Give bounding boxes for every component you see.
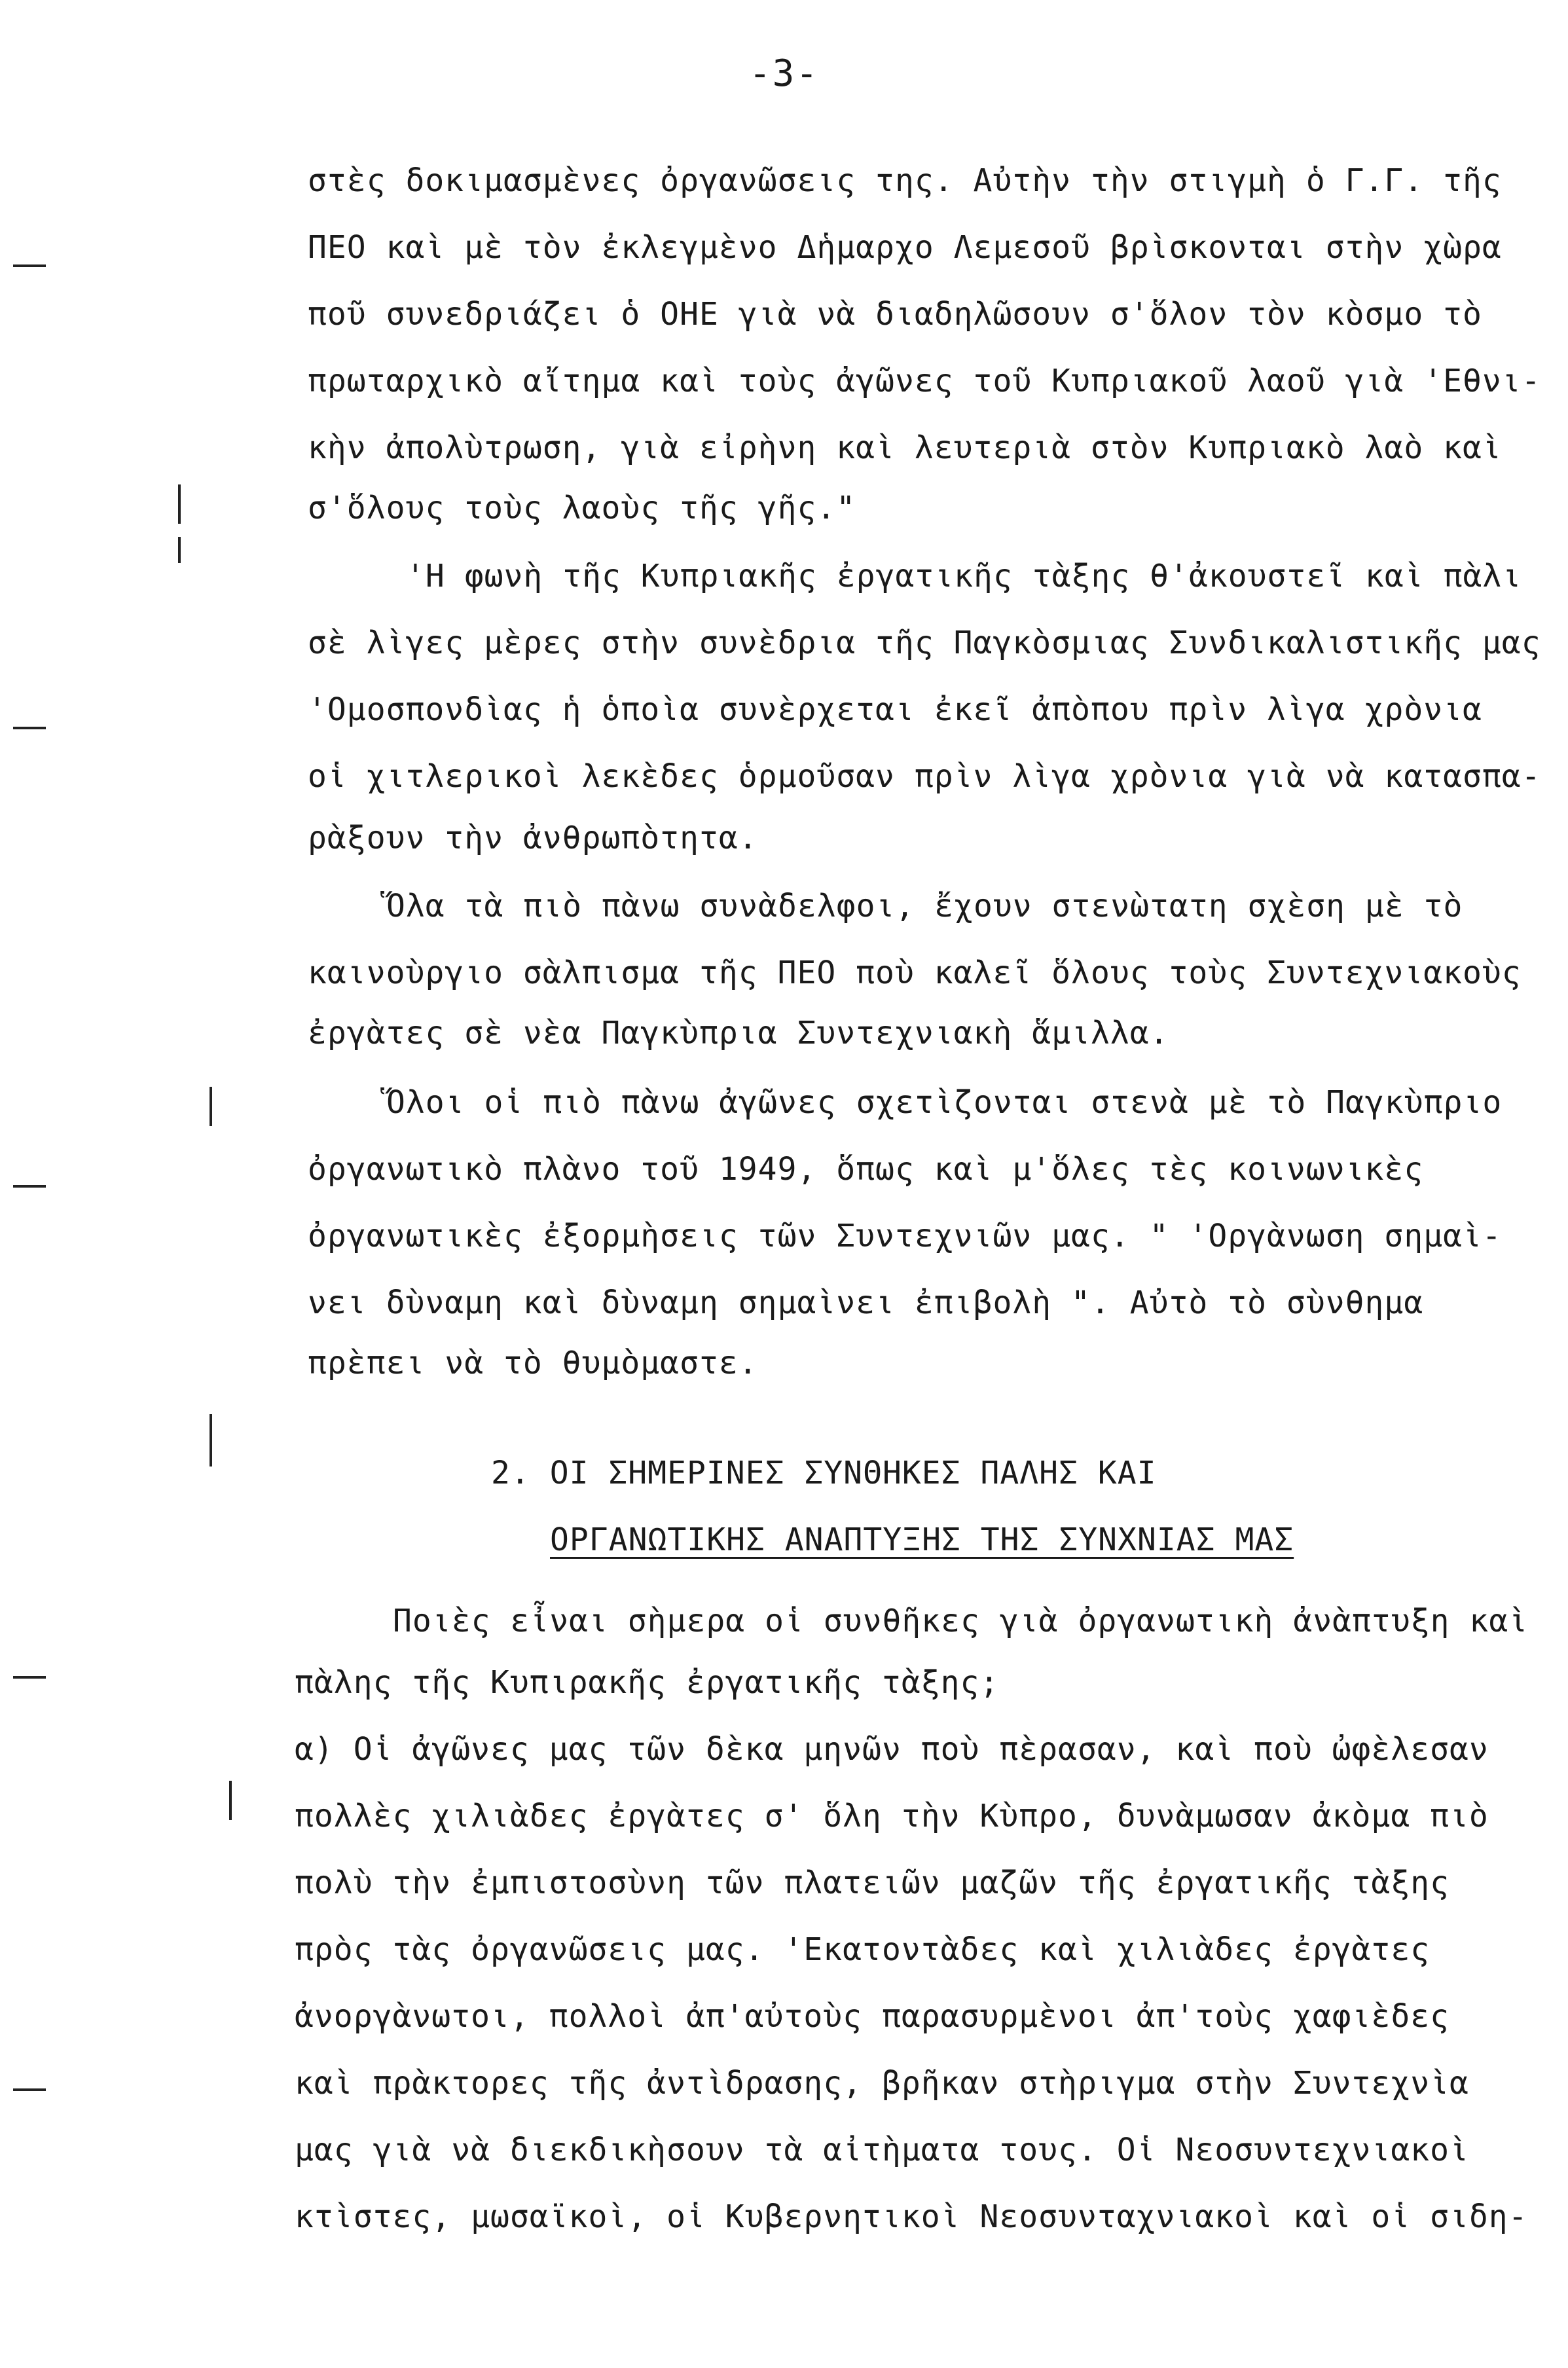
text-line: α) Οἱ ἀγῶνες μας τῶν δὲκα μηνῶν ποὺ πὲρασαν, καὶ ποὺ ὠφὲλεσαν: [295, 1731, 1489, 1768]
text-line: Ὅλοι οἱ πιὸ πὰνω ἀγῶνες σχετὶζονται στενὰ μὲ τὸ Παγκὺπριο: [386, 1084, 1503, 1121]
text-line: πὰλης τῆς Κυπιρακῆς ἐργατικῆς τὰξης;: [295, 1664, 1000, 1701]
text-line: σ'ὅλους τοὺς λαοὺς τῆς γῆς.": [308, 490, 856, 526]
text-line: ἀνοργὰνωτοι, πολλοὶ ἀπ'αὐτοὺς παρασυρμὲνοι ἀπ'τοὺς χαφιὲδες: [295, 1998, 1450, 2035]
margin-mark: [229, 1781, 232, 1820]
text-line: καινοὺργιο σὰλπισμα τῆς ΠΕΟ ποὺ καλεῖ ὅλους τοὺς Συντεχνιακοὺς: [308, 955, 1522, 991]
text-line: πολλὲς χιλιὰδες ἐργὰτες σ' ὅλη τὴν Κὺπρο, δυνὰμωσαν ἀκὸμα πιὸ: [295, 1798, 1489, 1834]
section-heading-line-2: ΟΡΓΑΝΩΤΙΚΗΣ ΑΝΑΠΤΥΞΗΣ ΤΗΣ ΣΥΝΧΝΙΑΣ ΜΑΣ: [550, 1521, 1294, 1558]
text-line: πρὲπει νὰ τὸ θυμὸμαστε.: [308, 1345, 758, 1381]
margin-mark: [13, 727, 46, 729]
text-line: σὲ λὶγες μὲρες στὴν συνὲδρια τῆς Παγκὸσμιας Συνδικαλιστικῆς μας: [308, 625, 1541, 661]
page-number: -3-: [748, 52, 820, 95]
text-line: στὲς δοκιμασμὲνες ὀργανῶσεις της. Αὐτὴν τὴν στιγμὴ ὁ Γ.Γ. τῆς: [308, 162, 1502, 199]
margin-mark: [210, 1087, 212, 1126]
margin-mark: [210, 1414, 212, 1466]
text-line: Ὅλα τὰ πιὸ πὰνω συνὰδελφοι, ἔχουν στενὼτατη σχὲση μὲ τὸ: [386, 888, 1463, 924]
margin-mark: [178, 484, 181, 524]
text-line: οἱ χιτλερικοὶ λεκὲδες ὁρμοῦσαν πρὶν λὶγα χρὸνια γιὰ νὰ κατασπα-: [308, 758, 1541, 795]
text-line: νει δὺναμη καὶ δὺναμη σημαὶνει ἐπιβολὴ ". Αὐτὸ τὸ σὺνθημα: [308, 1284, 1424, 1321]
margin-mark: [13, 1185, 46, 1188]
margin-mark: [178, 537, 181, 563]
text-line: ΠΕΟ καὶ μὲ τὸν ἐκλεγμὲνο Δἡμαρχο Λεμεσοῦ βρὶσκονται στὴν χὼρα: [308, 229, 1502, 266]
text-line: ποῦ συνεδριάζει ὁ ΟΗΕ γιὰ νὰ διαδηλῶσουν σ'ὅλον τὸν κὸσμο τὸ: [308, 296, 1482, 333]
text-line: μας γιὰ νὰ διεκδικὴσουν τὰ αἰτὴματα τους. Οἱ Νεοσυντεχνιακοὶ: [295, 2132, 1469, 2168]
text-line: ρὰξουν τὴν ἀνθρωπὸτητα.: [308, 820, 758, 856]
text-line: Ποιὲς εἶναι σὴμερα οἱ συνθῆκες γιὰ ὀργανωτικὴ ἀνὰπτυξη καὶ: [393, 1603, 1529, 1639]
text-line: πρωταρχικὸ αἴτημα καὶ τοὺς ἀγῶνες τοῦ Κυπριακοῦ λαοῦ γιὰ 'Εθνι-: [308, 363, 1541, 399]
margin-mark: [13, 264, 46, 267]
section-heading-line-1: 2. ΟΙ ΣΗΜΕΡΙΝΕΣ ΣΥΝΘΗΚΕΣ ΠΑΛΗΣ ΚΑΙ: [491, 1455, 1157, 1491]
text-line: κὴν ἀπολὺτρωση, γιὰ εἰρὴνη καὶ λευτεριὰ στὸν Κυπριακὸ λαὸ καὶ: [308, 429, 1502, 466]
text-line: κτὶστες, μωσαϊκοὶ, οἱ Κυβερνητικοὶ Νεοσυνταχνιακοὶ καὶ οἱ σιδη-: [295, 2198, 1528, 2235]
text-line: ἐργὰτες σὲ νὲα Παγκὺπρια Συντεχνιακὴ ἅμιλλα.: [308, 1015, 1169, 1051]
text-line: ὀργανωτικὲς ἐξορμὴσεις τῶν Συντεχνιῶν μας. " 'Οργὰνωση σημαὶ-: [308, 1218, 1502, 1254]
text-line: ὀργανωτικὸ πλὰνο τοῦ 1949, ὅπως καὶ μ'ὅλες τὲς κοινωνικὲς: [308, 1151, 1424, 1188]
margin-mark: [13, 2088, 46, 2091]
text-line: πρὸς τὰς ὀργανῶσεις μας. 'Εκατοντὰδες καὶ χιλιὰδες ἐργὰτες: [295, 1931, 1431, 1968]
text-line: 'Ομοσπονδὶας ἡ ὁποὶα συνὲρχεται ἐκεῖ ἀπὸπου πρὶν λὶγα χρὸνια: [308, 691, 1482, 728]
text-line: πολὺ τὴν ἐμπιστοσὺνη τῶν πλατειῶν μαζῶν τῆς ἐργατικῆς τὰξης: [295, 1865, 1450, 1901]
text-line: καὶ πρὰκτορες τῆς ἀντὶδρασης, βρῆκαν στὴριγμα στὴν Συντεχνὶα: [295, 2065, 1469, 2102]
margin-mark: [13, 1676, 46, 1679]
text-line: 'Η φωνὴ τῆς Κυπριακῆς ἐργατικῆς τὰξης θ'ἀκουστεῖ καὶ πὰλι: [406, 558, 1522, 594]
